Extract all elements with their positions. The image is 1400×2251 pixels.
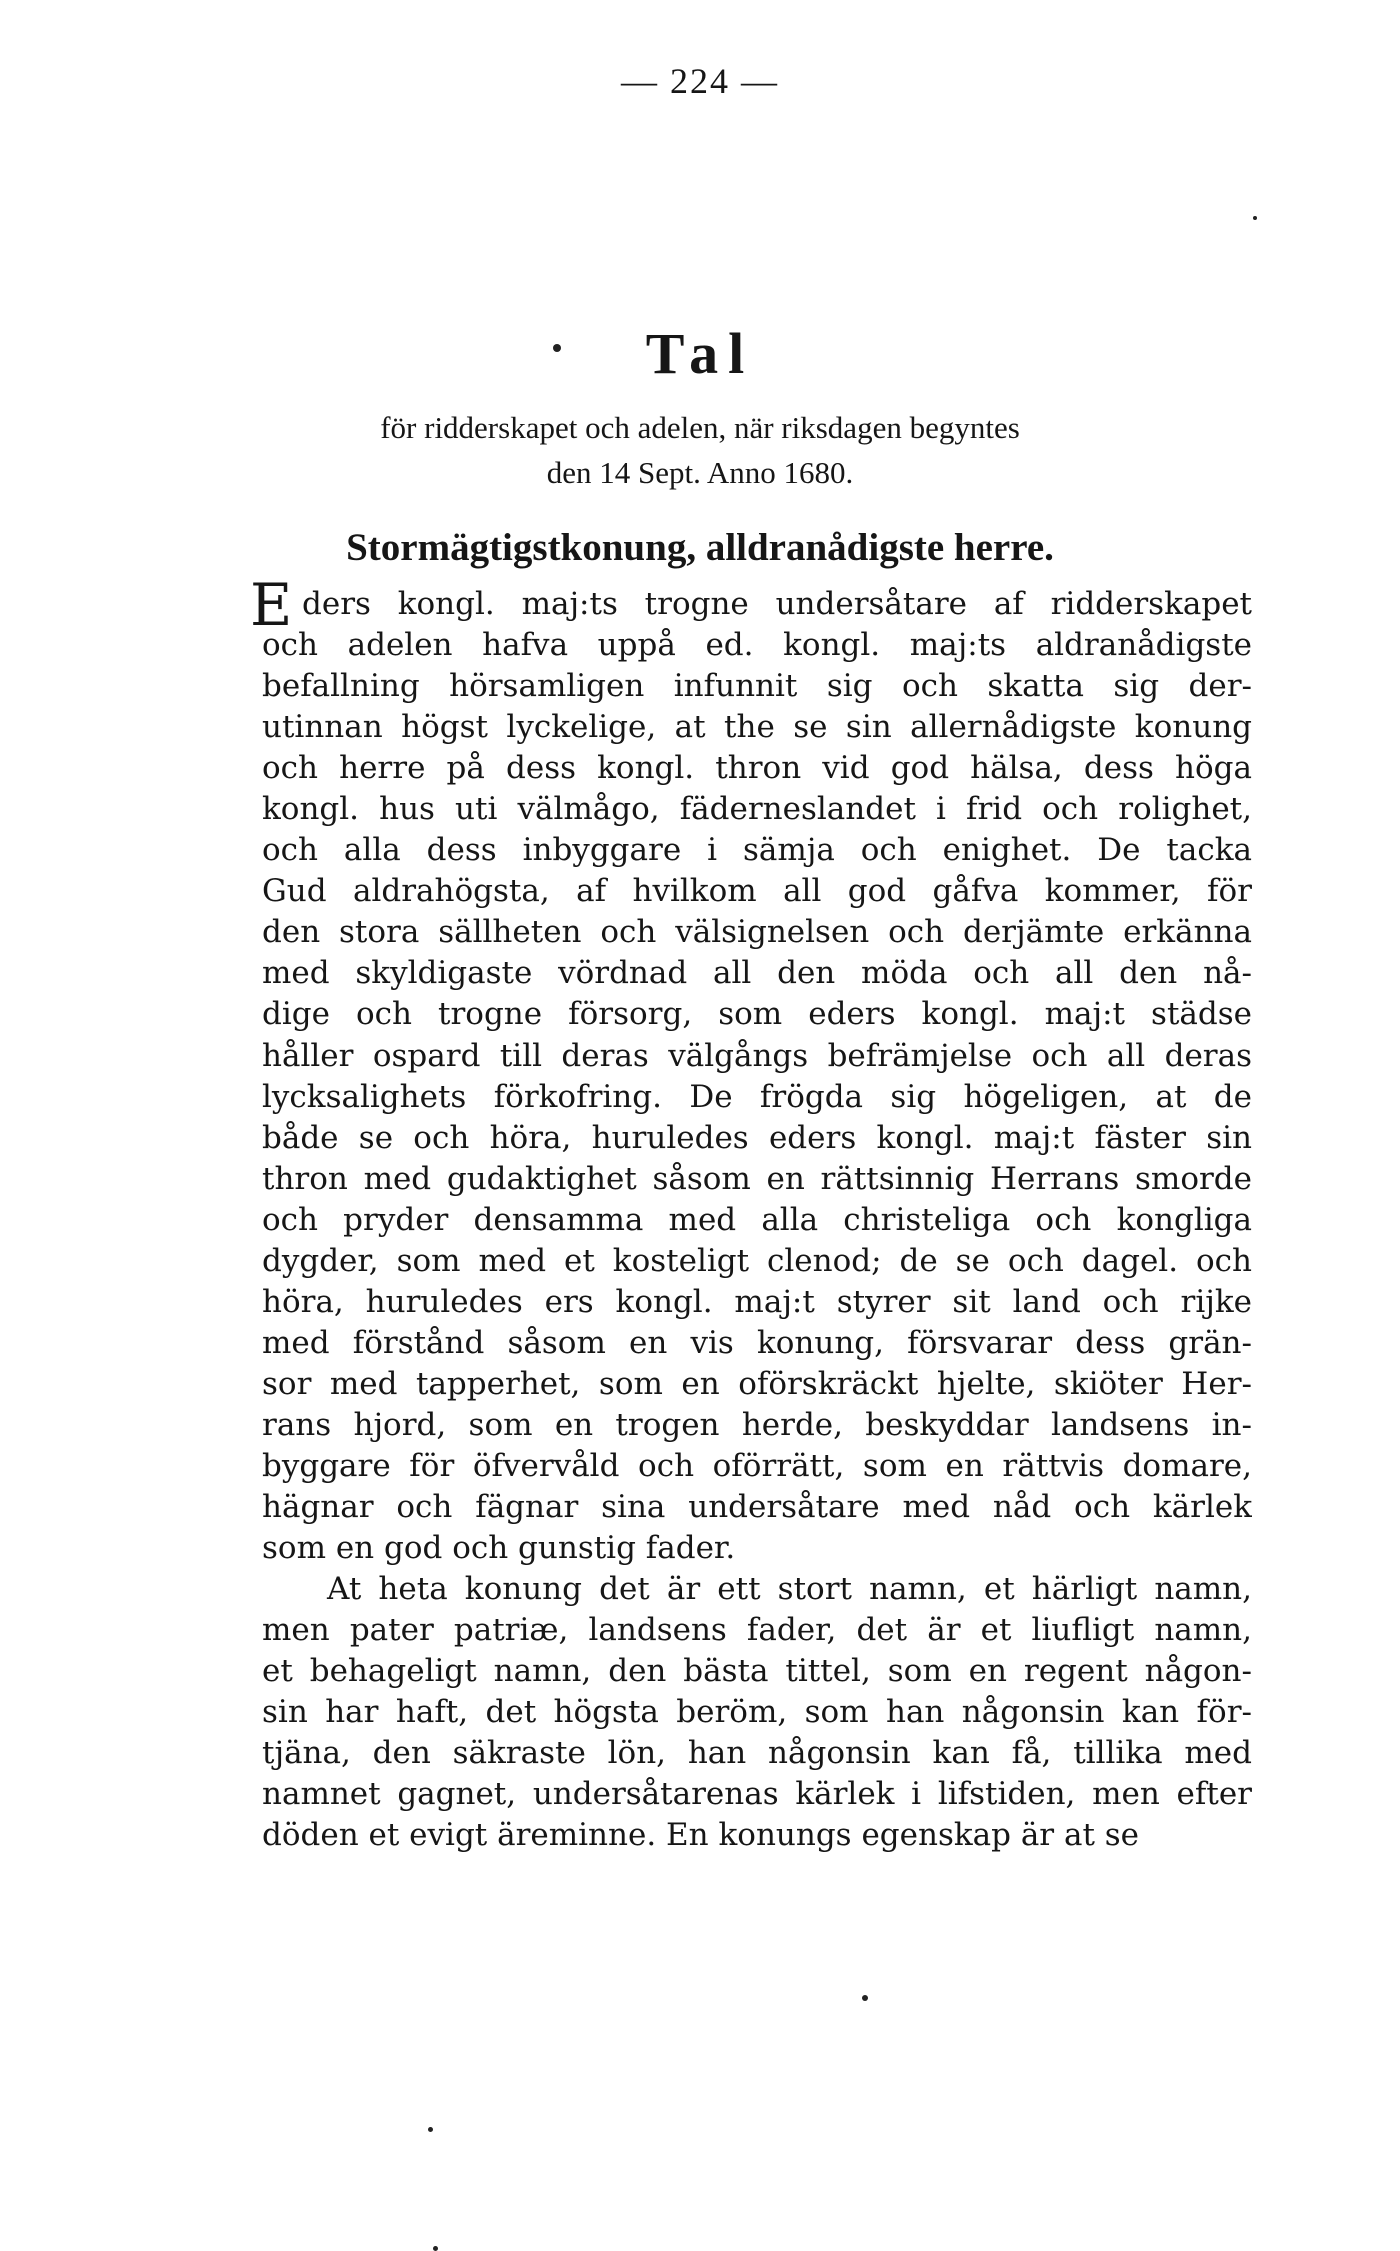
- text-line: både se och höra, huruledes eders kongl. maj:t fäster sin: [262, 1119, 1252, 1156]
- text-line: tjäna, den säkraste lön, han någonsin kan få, tillika med: [262, 1735, 1252, 1772]
- subtitle-line-1: för ridderskapet och adelen, när riksdagen begyntes: [380, 410, 1020, 445]
- text-line: och herre på dess kongl. thron vid god hälsa, dess höga: [262, 750, 1252, 787]
- paragraph-2: [262, 1569, 1252, 1856]
- text-line: byggare för öfvervåld och oförrätt, som en rättvis domare,: [262, 1447, 1252, 1484]
- text-line: thron med gudaktighet såsom en rättsinnig Herrans smorde: [262, 1160, 1252, 1197]
- text-line: som en god och gunstig fader.: [262, 1530, 736, 1567]
- text-line: med förstånd såsom en vis konung, försvarar dess grän-: [262, 1324, 1252, 1361]
- text-line: namnet gagnet, undersåtarenas kärlek i lifstiden, men efter: [262, 1776, 1252, 1813]
- body-text: [250, 571, 1252, 1856]
- text-line: men pater patriæ, landsens fader, det är et liufligt namn,: [262, 1612, 1252, 1649]
- text-line: ders kongl. maj:ts trogne undersåtare af ridderskapet: [302, 586, 1252, 622]
- text-line: och adelen hafva uppå ed. kongl. maj:ts aldranådigste: [262, 627, 1252, 664]
- salutation: Stormägtigstkonung, alldranådigste herre.: [346, 526, 1054, 569]
- text-line: kongl. hus uti välmågo, fäderneslandet i frid och rolighet,: [262, 791, 1252, 828]
- text-line: dige och trogne försorg, som eders kongl. maj:t städse: [262, 996, 1252, 1033]
- speck: [428, 2127, 433, 2132]
- paragraph-1: [262, 584, 1252, 1569]
- speck: [862, 1995, 868, 2001]
- text-line: och alla dess inbyggare i sämja och enighet. De tacka: [262, 832, 1252, 869]
- page-number: — 224 —: [621, 61, 779, 101]
- text-line: höra, huruledes ers kongl. maj:t styrer sit land och rijke: [262, 1283, 1252, 1320]
- text-line: befallning hörsamligen infunnit sig och skatta sig der-: [262, 668, 1252, 705]
- text-line: sin har haft, det högsta beröm, som han någonsin kan för-: [262, 1694, 1252, 1731]
- text-line: et behageligt namn, den bästa tittel, som en regent någon-: [262, 1653, 1252, 1690]
- text-line: At heta konung det är ett stort namn, et härligt namn,: [327, 1571, 1252, 1608]
- speck: [553, 344, 561, 352]
- text-line: Gud aldrahögsta, af hvilkom all god gåfva kommer, för: [262, 873, 1252, 910]
- text-line: och pryder densamma med alla christeliga och kongliga: [262, 1201, 1252, 1238]
- subtitle-line-2: den 14 Sept. Anno 1680.: [546, 455, 854, 490]
- text-line: utinnan högst lyckelige, at the se sin allernådigste konung: [262, 709, 1252, 746]
- text-line: håller ospard till deras välgångs befrämjelse och all deras: [262, 1037, 1252, 1074]
- speck: [1253, 216, 1257, 220]
- text-line: den stora sällheten och välsignelsen och derjämte erkänna: [262, 914, 1252, 951]
- text-line: hägnar och fägnar sina undersåtare med nåd och kärlek: [262, 1489, 1252, 1526]
- text-line: lycksalighets förkofring. De frögda sig högeligen, at de: [262, 1078, 1252, 1115]
- text-line: rans hjord, som en trogen herde, beskyddar landsens in-: [262, 1406, 1252, 1443]
- text-line: sor med tapperhet, som en oförskräckt hjelte, skiöter Her-: [262, 1365, 1252, 1402]
- text-line: med skyldigaste vördnad all den möda och all den nå-: [262, 955, 1252, 992]
- speck: [433, 2246, 438, 2251]
- drop-cap: E: [250, 571, 293, 639]
- text-line: dygder, som med et kosteligt clenod; de se och dagel. och: [262, 1242, 1252, 1279]
- section-title: Tal: [645, 321, 755, 386]
- text-line: döden et evigt äreminne. En konungs egenskap är at se: [262, 1817, 1140, 1854]
